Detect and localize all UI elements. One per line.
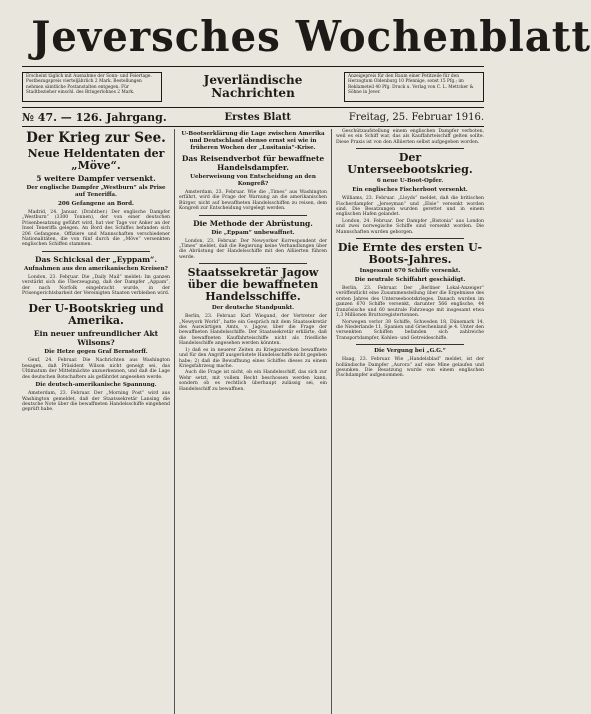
subhead-bernstorff: Die Hetze gegen Graf Bernstorff.: [44, 349, 148, 356]
advertising-info-box: Anzeigepreis für den Raum einer Petitzeile für den Herzogtum Oldenburg 10 Pfennige, sonst 15 Pfg.; im Reklameteil 40 Pfg. Druck u. Verlag von C. L. Mettcker & Söhne in Jever.: [344, 72, 484, 102]
article-text: Madrid, 24. Januar. (Drahtber.) Der englische Dampfer „Westburn“ (3300 Tonnen), der von einer deutschen Prisenbesatzung geführt wird, hat vier Tage vor Anker an der Insel Teneriffa gelegen. An Bord des Schiffes befanden sich 206 Gefangene, Offiziere und Mannschaften verschiedener Nationalitäten, die von fünf durch die „Möve“ versenkten englischen Schiffen stammen.: [22, 210, 170, 248]
article-text: Berlin, 23. Februar. Der „Berliner Lokal-Anzeiger“ veröffentlicht eine Zusammenstellung über die Ergebnisse des ersten Jahres des Unterseebootskrieges. Danach wurden im ganzen 670 Schiffe versenkt, darunter 566 englische, 44 französische und 60 neutrale Fahrzeuge mit insgesamt etwa 1,3 Millionen Bruttoregistertonnen.: [336, 286, 484, 319]
column-1: [22, 129, 175, 714]
subhead-salvage: Die Vergung bei „G.G.“: [374, 348, 446, 355]
section-divider: [42, 251, 150, 252]
headline-war-at-sea: Der Krieg zur See.: [26, 130, 166, 146]
subscription-info-box: Erscheint täglich mit Ausnahme der Sonn- und Feiertage. Postbezugspreis vierteljährlich 2 Mark. Bestellungen nehmen sämtliche Postanstalten entgegen. Für Stadtbezieher einschl. des Bringerlohnes 2 Mark.: [22, 72, 162, 102]
subhead-neutral-shipping: Die neutrale Schiffahrt geschädigt.: [354, 277, 466, 284]
subtitle-line-1: Jeverländische: [203, 73, 303, 87]
section-divider: [356, 148, 464, 149]
column-3: [336, 129, 484, 714]
headline-disarmament: Die Methode der Abrüstung.: [193, 218, 313, 228]
headline-first-year: Die Ernte des ersten U-Boots-Jahres.: [337, 241, 483, 267]
article-text: Williams, 23. Februar. „Lloyds“ meldet, daß die britischen Fischerdampfer „Jerseyman“ und „Elsie“ versenkt worden sind. Die Besatzungen wurden gerettet und in einem englischen Hafen gelandet.: [336, 196, 484, 218]
subhead-prisoners: 206 Gefangene an Bord.: [57, 201, 134, 207]
subhead-congress: Ueberweisung von Entscheidung an den Kongreß?: [190, 174, 316, 187]
subhead-eppam: Die „Eppam“ unbewaffnet.: [211, 229, 295, 236]
subhead: [22, 69, 484, 105]
article-text: Genf, 24. Februar. Die Nachrichten aus Washington besagen, daß Präsident Wilson nicht geneigt sei, das Ultimatum der Mittelmächte anzuerkennen, und daß die Lage des deutschen Botschafters als gefährdet angesehen werde.: [22, 358, 170, 380]
issue-date: Freitag, 25. Februar 1916.: [348, 111, 484, 123]
subhead-tension: Die deutsch-amerikanische Spannung.: [35, 382, 157, 389]
headline-jagow: Staatssekretär Jagow über die bewaffneten Handelsschiffe.: [187, 266, 319, 304]
subtitle-line-2: Nachrichten: [211, 86, 295, 100]
headline-wilson: Ein neuer unfreundlicher Akt Wilsons?: [33, 329, 159, 348]
headline-moewe: Neue Heldentaten der „Möve“.: [27, 147, 165, 172]
column-2: [179, 129, 332, 714]
section-divider: [199, 215, 307, 216]
issue-number: № 47. — 126. Jahrgang.: [22, 110, 167, 124]
article-text: London, 23. Februar. Der Newyorker Korrespondent der „Times“ meldet, daß die Regierung keine Verhandlungen über die Abrüstung der Handelsschiffe mit den Alliierten führen werde.: [179, 238, 327, 260]
article-text: Haag, 23. Februar. Wie „Handelsblad“ meldet, ist der holländische Dampfer „Aurora“ auf eine Mine gelaufen und gesunken. Die Besatzung wurde von einem englischen Fischdampfer aufgenommen.: [336, 357, 484, 379]
section-divider: [199, 263, 307, 264]
info-rule-bottom: [22, 126, 484, 127]
info-rule-top: [22, 107, 484, 108]
section-divider: [356, 344, 464, 345]
article-text: Amsterdam, 23. Februar. Der „Morning Post“ wird aus Washington gemeldet, daß der Staatssekretär Lansing die deutsche Note über die bewaffneten Handelsschiffe eingehend geprüft habe.: [22, 391, 170, 413]
headline-travel-ban: Das Reisendverbot für bewaffnete Handelsdampfer.: [181, 154, 325, 172]
edition-label: Erstes Blatt: [224, 111, 292, 123]
section-divider: [42, 299, 150, 300]
headline-five-ships: 5 weitere Dampfer versenkt.: [36, 174, 156, 183]
subhead-670-ships: Insgesamt 670 Schiffe versenkt.: [359, 268, 461, 275]
headline-uboat-war: Der Unterseebootskrieg.: [347, 151, 473, 177]
issue-info-bar: [22, 110, 484, 124]
subhead-german-position: Der deutsche Standpunkt.: [211, 305, 295, 312]
masthead-title: Jeversches Wochenblatt: [31, 12, 591, 61]
headline-appam: Das Schicksal der „Eyppam“.: [35, 254, 157, 264]
subhead-fishing-boat: Ein englisches Fischerboot versenkt.: [352, 187, 468, 194]
subtitle: [168, 74, 338, 100]
article-text: Auch die Frage ist nicht, ob ein Handelsschiff, das sich zur Wehr setzt, mit vollem Recht beschossen werden kann, sondern ob es rechtlich überhaupt zulässig sei, ein Handelsschiff zu bewaffnen.: [179, 370, 327, 392]
subhead-westburn: Der englische Dampfer „Westburn“ als Prise auf Teneriffa.: [26, 185, 166, 198]
article-text: Norwegen verlor 38 Schiffe, Schweden 18, Dänemark 14, die Niederlande 11, Spanien und Griechenland je 4. Unter den versenkten Schiffen befanden sich zahlreiche Transportdampfer, Kohlen- und Getreideschiffe.: [336, 319, 484, 341]
article-text: London, 24. Februar. Der Dampfer „Bistonia“ aus London und zwei norwegische Schiffe sind versenkt worden. Die Mannschaften wurden geborgen.: [336, 218, 484, 235]
subhead-six-victims: 6 neue U-Boot-Opfer.: [376, 178, 444, 185]
headline-uboat-america: Der U-Bootskrieg und Amerika.: [28, 302, 164, 328]
article-columns: [22, 129, 484, 714]
section-divider: [356, 238, 464, 239]
article-text: Geschützaufstellung einem englischen Dampfer verboten, weil es ein Schiff war, das als Kauffahrteischiff gelten sollte. Diese Praxis ist von den Alliierten selbst aufgegeben worden.: [336, 129, 484, 145]
article-text: London, 23. Februar. Die „Daily Mail“ meldet: Im ganzen verstärkt sich die Überzeugung, daß der Dampfer „Appam“, der nach Norfolk eingebracht wurde, in der Prisengerichtsbarkeit der Vereinigten Staaten verbleiben wird.: [22, 274, 170, 297]
masthead-rule: [22, 66, 484, 67]
subhead-appam: Aufnahmen aus den amerikanischen Kreisen?: [24, 265, 168, 272]
article-text: 1) daß es in neuerer Zeiten zu Kriegszwecken bewaffnete und für den Angriff ausgerüstete Handelsschiffe nicht gegeben habe; 2) daß die Bewaffnung eines Schiffes dieses zu einem Kriegsfahrzeug mache.: [179, 347, 327, 369]
article-text: Amsterdam, 23. Februar. Wie die „Times“ aus Washington erfährt, wird die Frage der Warnung an die amerikanischen Bürger, nicht auf bewaffneten Handelsschiffen zu reisen, dem Kongreß zur Entscheidung vorgelegt werden.: [179, 190, 327, 212]
article-continuation: U-Bootserklärung die Lage zwischen Amerika und Deutschland ebenso ernst sei wie in früheren Wochen der „Lusitania“-Krise.: [181, 131, 325, 151]
article-text: Berlin, 23. Februar. Karl Wiegand, der Vertreter der „Newyork World“, hatte ein Gespräch mit dem Staatssekretär des Auswärtigen Amts, v. Jagow, über die Frage der bewaffneten Handelsschiffe. Der Staatssekretär erklärte, daß die bewaffneten Kauffahrteischiffe nicht als friedliche Handelsschiffe angesehen werden könnten.: [179, 314, 327, 347]
